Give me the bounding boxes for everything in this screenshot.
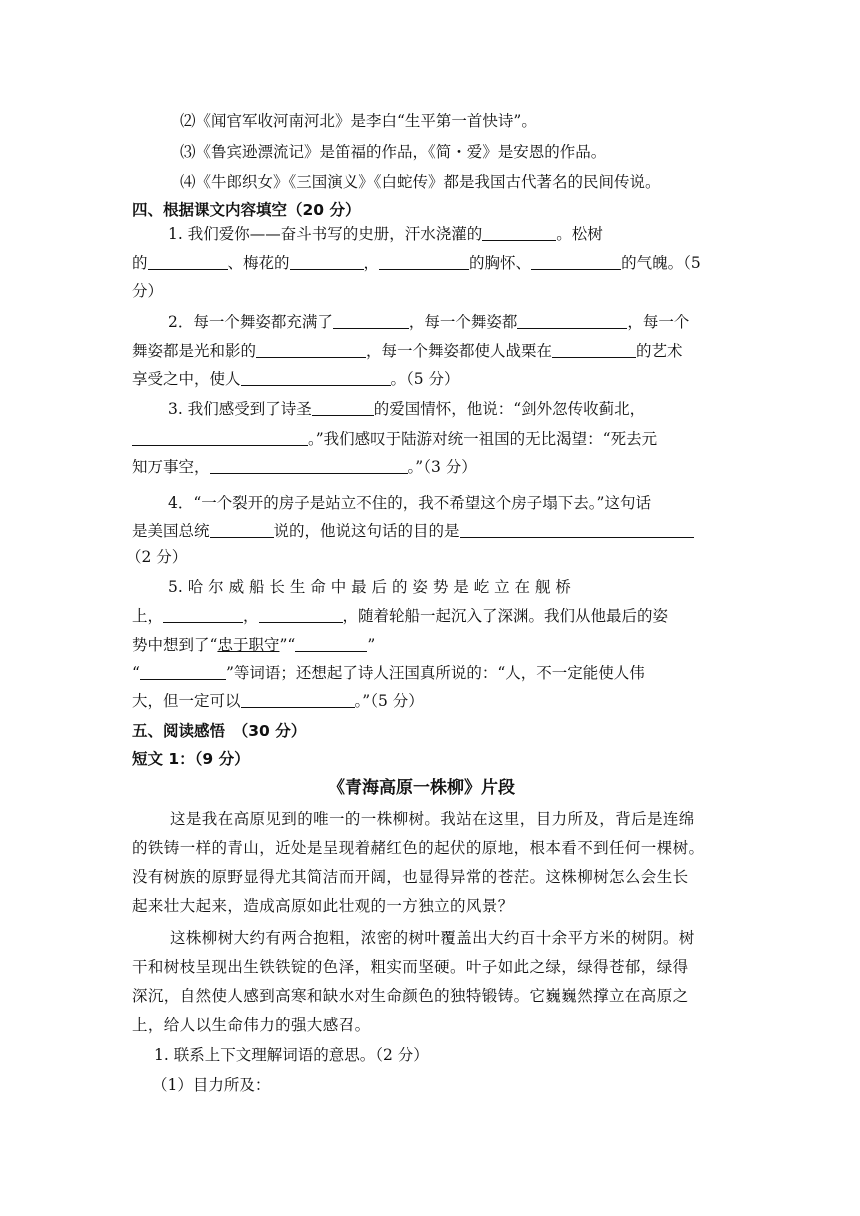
- q4-5-line3: 势中想到了“忠于职守”“ ”: [132, 636, 376, 654]
- q4-4-line1: 4．“一个裂开的房子是站立不住的，我不希望这个房子塌下去。”这句话: [168, 494, 651, 512]
- q4-3-line2: 。”我们感叹于陆游对统一祖国的无比渴望：“死去元: [132, 428, 657, 450]
- question-1: 1. 联系上下文理解词语的意思。（2 分）: [154, 1046, 429, 1064]
- blank[interactable]: [256, 341, 366, 358]
- passage-p1-line1: 这是我在高原见到的唯一的一株柳树。我站在这里，目力所及，背后是连绵: [170, 810, 695, 828]
- q4-3-line1: 3. 我们感受到了诗圣 的爱国情怀，他说：“剑外忽传收蓟北，: [168, 400, 646, 418]
- blank[interactable]: [163, 606, 243, 623]
- passage-p2-line4: 上，给人以生命伟力的强大感召。: [132, 1016, 371, 1034]
- blank[interactable]: [333, 312, 409, 329]
- blank[interactable]: [241, 691, 355, 708]
- q4-3-line3: 知万事空， 。”（3 分）: [132, 458, 477, 476]
- blank[interactable]: [517, 312, 627, 329]
- blank[interactable]: [482, 224, 556, 241]
- blank[interactable]: [210, 521, 274, 538]
- item3-3: ⑶《鲁宾逊漂流记》是笛福的作品，《简・爱》是安恩的作品。: [180, 143, 607, 161]
- question-1-part-1: （1）目力所及：: [152, 1076, 271, 1094]
- blank[interactable]: [552, 341, 636, 358]
- blank[interactable]: [290, 253, 364, 270]
- blank[interactable]: [148, 253, 228, 270]
- q4-2-line1: 2．每一个舞姿都充满了 ，每一个舞姿都 ，每一个: [168, 313, 690, 331]
- q4-5-line4: “ ”等词语；还想起了诗人汪国真所说的：“人，不一定能使人伟: [132, 664, 645, 682]
- passage-p1-line4: 起来壮大起来，造成高原如此壮观的一方独立的风景？: [132, 897, 514, 915]
- blank[interactable]: [531, 253, 621, 270]
- q4-1-line3: 分）: [132, 282, 164, 300]
- q4-1-line2: 的 、梅花的 ， 的胸怀、 的气魄。（5: [132, 254, 701, 272]
- q4-2-line3: 享受之中，使人 。（5 分）: [132, 370, 460, 388]
- section4-heading: 四、根据课文内容填空（20 分）: [132, 201, 361, 219]
- blank[interactable]: [140, 663, 226, 680]
- blank[interactable]: [241, 369, 391, 386]
- q4-4-line3: （2 分）: [126, 548, 188, 566]
- blank[interactable]: [295, 635, 367, 652]
- q4-1-line1: 1. 我们爱你——奋斗书写的史册，汗水浇灌的 。松树: [168, 225, 603, 243]
- item3-2: ⑵《闻官军收河南河北》是李白“生平第一首快诗”。: [180, 112, 537, 130]
- blank[interactable]: [210, 457, 408, 474]
- passage-p1-line2: 的铁铸一样的青山，近处是呈现着赭红色的起伏的原地，根本看不到任何一棵树。: [132, 839, 705, 857]
- q4-4-line2: 是美国总统 说的，他说这句话的目的是: [132, 520, 694, 542]
- passage-p2-line3: 深沉，自然使人感到高寒和缺水对生命颜色的独特锻铸。它巍巍然撑立在高原之: [132, 987, 689, 1005]
- passage-p1-line3: 没有树族的原野显得尤其简洁而开阔，也显得异常的苍茫。这株柳树怎么会生长: [132, 868, 689, 886]
- underlined-term: 忠于职守: [217, 636, 280, 654]
- q4-5-line5: 大，但一定可以 。”（5 分）: [132, 692, 424, 710]
- section5-heading: 五、阅读感悟 （30 分）: [132, 722, 307, 740]
- q4-2-line2: 舞姿都是光和影的 ，每一个舞姿都使人战栗在 的艺术: [132, 342, 683, 360]
- blank[interactable]: [259, 606, 343, 623]
- blank[interactable]: [312, 399, 374, 416]
- blank[interactable]: [460, 521, 694, 538]
- q4-5-line1: 5. 哈 尔 威 船 长 生 命 中 最 后 的 姿 势 是 屹 立 在 舰 桥: [168, 578, 571, 596]
- passage-title: 《青海高原一株柳》片段: [328, 778, 515, 798]
- passage-p2-line1: 这株柳树大约有两合抱粗，浓密的树叶覆盖出大约百十余平方米的树阴。树: [170, 929, 695, 947]
- q4-5-line2: 上， ， ，随着轮船一起沉入了深渊。我们从他最后的姿: [132, 607, 669, 625]
- blank[interactable]: [132, 429, 308, 446]
- passage-p2-line2: 干和树枝呈现出生铁铁锭的色泽，粗实而坚硬。叶子如此之绿，绿得苍郁，绿得: [132, 958, 689, 976]
- item3-4: ⑷《牛郎织女》《三国演义》《白蛇传》都是我国古代著名的民间传说。: [180, 173, 661, 191]
- short-text-1-label: 短文 1：（9 分）: [132, 750, 250, 768]
- blank[interactable]: [379, 253, 469, 270]
